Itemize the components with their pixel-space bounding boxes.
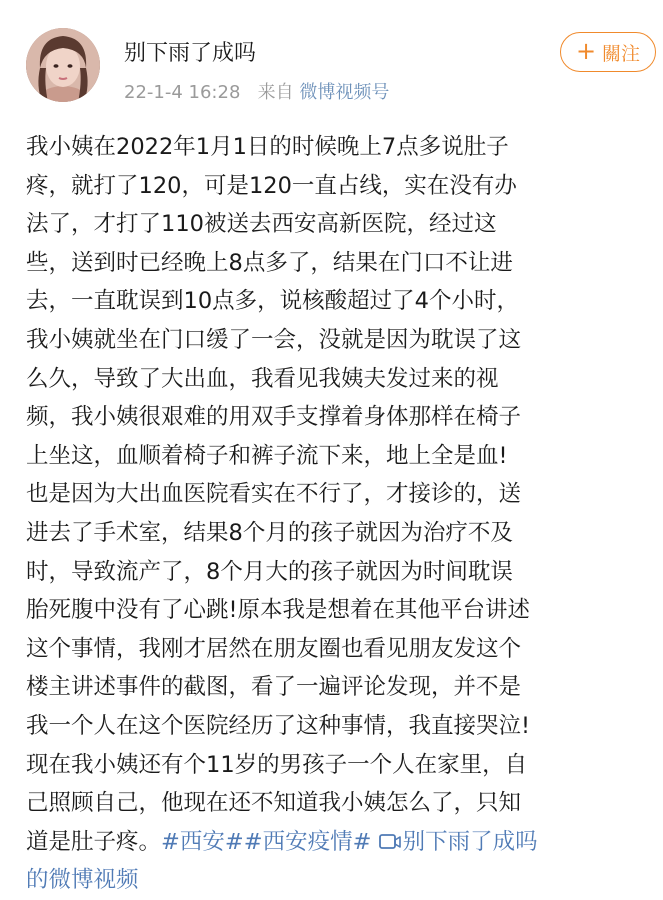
post-text-tail: 道是肚子疼。 xyxy=(26,828,162,855)
video-link-label-2: 的微博视频 xyxy=(26,867,139,894)
post-meta xyxy=(124,78,389,104)
follow-button[interactable] xyxy=(560,32,656,72)
post-text-line: 这个事情，我刚才居然在朋友圈也看见朋友发这个 xyxy=(26,635,522,662)
post-text-line: 法了，才打了110被送去西安高新医院，经过这 xyxy=(26,211,497,238)
post-text-line: 进去了手术室，结果8个月的孩子就因为治疗不及 xyxy=(26,519,513,546)
hashtag-xian-epidemic[interactable]: #西安疫情# xyxy=(243,828,372,855)
avatar[interactable] xyxy=(26,28,100,102)
video-link[interactable] xyxy=(379,829,538,855)
post-text-line: 去，一直耽误到10点多，说核酸超过了4个小时， xyxy=(26,288,519,315)
post-text-line: 胎死腹中没有了心跳!原本我是想着在其他平台讲述 xyxy=(26,597,531,624)
post-text-line: 疼，就打了120，可是120一直占线，实在没有办 xyxy=(26,172,517,199)
post-text-line: 我一个人在这个医院经历了这种事情，我直接哭泣! xyxy=(26,712,531,739)
video-link-continuation[interactable] xyxy=(26,861,640,900)
post-text-line: 也是因为大出血医院看实在不行了，才接诊的，送 xyxy=(26,481,522,508)
post-text-line: 上坐这，血顺着椅子和裤子流下来，地上全是血! xyxy=(26,442,508,469)
hashtag-xian[interactable]: #西安# xyxy=(161,828,244,855)
video-icon xyxy=(379,833,401,851)
video-link-label-1: 别下雨了成吗 xyxy=(402,828,538,855)
post-text-line: 时，导致流产了，8个月大的孩子就因为时间耽误 xyxy=(26,558,513,585)
avatar-image xyxy=(26,28,100,102)
follow-label: 關注 xyxy=(602,42,641,65)
post-text-line: 我小姨在2022年1月1日的时候晚上7点多说肚子 xyxy=(26,134,509,160)
post-text-line: 我小姨就坐在门口缓了一会，没就是因为耽误了这 xyxy=(26,326,522,353)
post-text-line: 么久，导致了大出血，我看见我姨夫发过来的视 xyxy=(26,365,499,392)
post-text-last-line xyxy=(26,823,640,862)
post-header xyxy=(26,28,656,108)
plus-icon: + xyxy=(575,37,597,65)
post-source[interactable]: 微博视频号 xyxy=(299,82,390,103)
post-body xyxy=(26,128,640,900)
username[interactable]: 别下雨了成吗 xyxy=(124,41,257,66)
post-text-line: 现在我小姨还有个11岁的男孩子一个人在家里，自 xyxy=(26,751,528,778)
post-text-line: 楼主讲述事件的截图，看了一遍评论发现，并不是 xyxy=(26,674,522,701)
post-text-line: 些，送到时已经晚上8点多了，结果在门口不让进 xyxy=(26,249,513,276)
post-text-line: 频，我小姨很艰难的用双手支撑着身体那样在椅子 xyxy=(26,404,522,431)
post-timestamp: 22-1-4 16:28 xyxy=(124,82,241,103)
source-prefix: 来自 xyxy=(257,82,294,103)
post-text-line: 己照顾自己，他现在还不知道我小姨怎么了，只知 xyxy=(26,790,522,817)
